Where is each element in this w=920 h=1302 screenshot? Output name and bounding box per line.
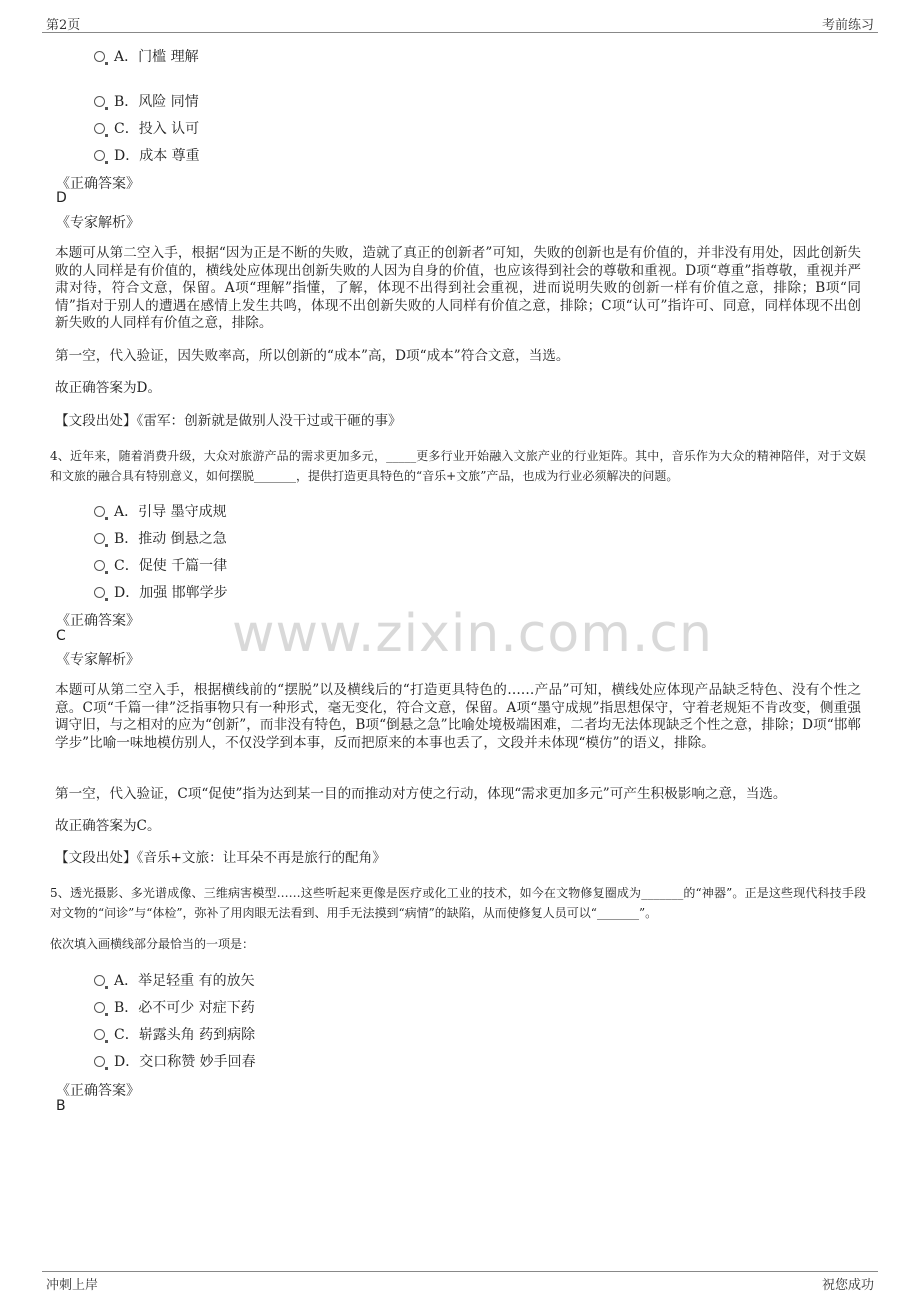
- q3-analysis-para: 本题可从第二空入手，根据“因为正是不断的失败，造就了真正的创新者”可知，失败的创新也是有价值的，并非没有用处，因此创新失败的人同样是有价值的，横线处应体现出创新失败的人因为自身的价值，也应该得到社会的尊敬和重视。D项“尊重”指尊敬，重视并严肃对待，符合文意，保留。A项“理解”指懂，了解，体现不出得到社会重视，进而说明失败的创新一样有价值之意，排除；B项“同情”指对于别人的遭遇在感情上发生共鸣，体现不出创新失败的人同样有价值之意，排除；C项“认可”指许可、同意，同样体现不出创新失败的人同样有价值之意，排除。: [55, 245, 861, 331]
- q3-analysis-para: 故正确答案为D。: [55, 380, 162, 396]
- q4-source: 【文段出处】《音乐+文旅：让耳朵不再是旅行的配角》: [55, 850, 386, 866]
- radio-icon[interactable]: [94, 587, 105, 598]
- radio-icon[interactable]: [94, 123, 105, 134]
- page-number: 第2页: [46, 18, 81, 33]
- footer-right-text: 祝您成功: [821, 1278, 874, 1293]
- header-title: 考前练习: [821, 18, 874, 33]
- q4-stem: 4、近年来，随着消费升级，大众对旅游产品的需求更加多元，_____更多行业开始融入文旅产业的行业矩阵。其中，音乐作为大众的精神陪伴，对于文娱和文旅的融合具有特别意义，如何摆脱_______，提供打造更具特色的“音乐+文旅”产品，也成为行业必须解决的问题。: [50, 449, 866, 483]
- radio-icon[interactable]: [94, 533, 105, 544]
- radio-icon[interactable]: [94, 1029, 105, 1040]
- radio-icon[interactable]: [94, 1002, 105, 1013]
- q5-answer: B: [56, 1098, 66, 1114]
- q4-analysis-label: 《专家解析》: [56, 652, 140, 668]
- q4-analysis-para: 故正确答案为C。: [55, 818, 161, 834]
- q3-analysis-label: 《专家解析》: [56, 215, 140, 231]
- q5-stem: 5、透光摄影、多光谱成像、三维病害模型……这些听起来更像是医疗或化工业的技术，如今在文物修复圈成为_______的“神器”。正是这些现代科技手段对文物的“问诊”与“体检”，弥补了用肉眼无法看到、用手无法摸到“病情”的缺陷，从而使修复人员可以“_______”。: [50, 886, 866, 920]
- watermark: www.zixin.com.cn: [232, 604, 713, 664]
- q4-answer-label: 《正确答案》: [56, 613, 140, 629]
- radio-icon[interactable]: [94, 51, 105, 62]
- q3-answer-label: 《正确答案》: [56, 176, 140, 192]
- radio-icon[interactable]: [94, 150, 105, 161]
- q3-answer: D: [56, 190, 67, 206]
- radio-icon[interactable]: [94, 975, 105, 986]
- q5-prompt: 依次填入画横线部分最恰当的一项是：: [50, 937, 255, 951]
- radio-icon[interactable]: [94, 1056, 105, 1067]
- q4-answer: C: [56, 628, 66, 644]
- q3-analysis-para: 第一空，代入验证，因失败率高，所以创新的“成本”高，D项“成本”符合文意，当选。: [55, 348, 570, 364]
- radio-icon[interactable]: [94, 560, 105, 571]
- radio-icon[interactable]: [94, 506, 105, 517]
- footer-left-text: 冲刺上岸: [46, 1278, 99, 1293]
- page-header: [42, 12, 878, 33]
- q4-analysis-para: 第一空，代入验证，C项“促使”指为达到某一目的而推动对方使之行动，体现“需求更加多元”可产生积极影响之意，当选。: [55, 786, 787, 802]
- q3-source: 【文段出处】《雷军：创新就是做别人没干过或干砸的事》: [55, 413, 402, 429]
- radio-icon[interactable]: [94, 96, 105, 107]
- q4-analysis-para: 本题可从第二空入手，根据横线前的“摆脱”以及横线后的“打造更具特色的……产品”可知，横线处应体现产品缺乏特色、没有个性之意。C项“千篇一律”泛指事物只有一种形式，毫无变化，符合文意，保留。A项“墨守成规”指思想保守，守着老规矩不肯改变，侧重强调守旧，与之相对的应为“创新”，而非没有特色，B项“倒悬之急”比喻处境极端困难，二者均无法体现缺乏个性之意，排除；D项“邯郸学步”比喻一味地模仿别人，不仅没学到本事，反而把原来的本事也丢了，文段并未体现“模仿”的语义，排除。: [55, 682, 861, 751]
- q5-answer-label: 《正确答案》: [56, 1083, 140, 1099]
- page-footer: [42, 1271, 878, 1292]
